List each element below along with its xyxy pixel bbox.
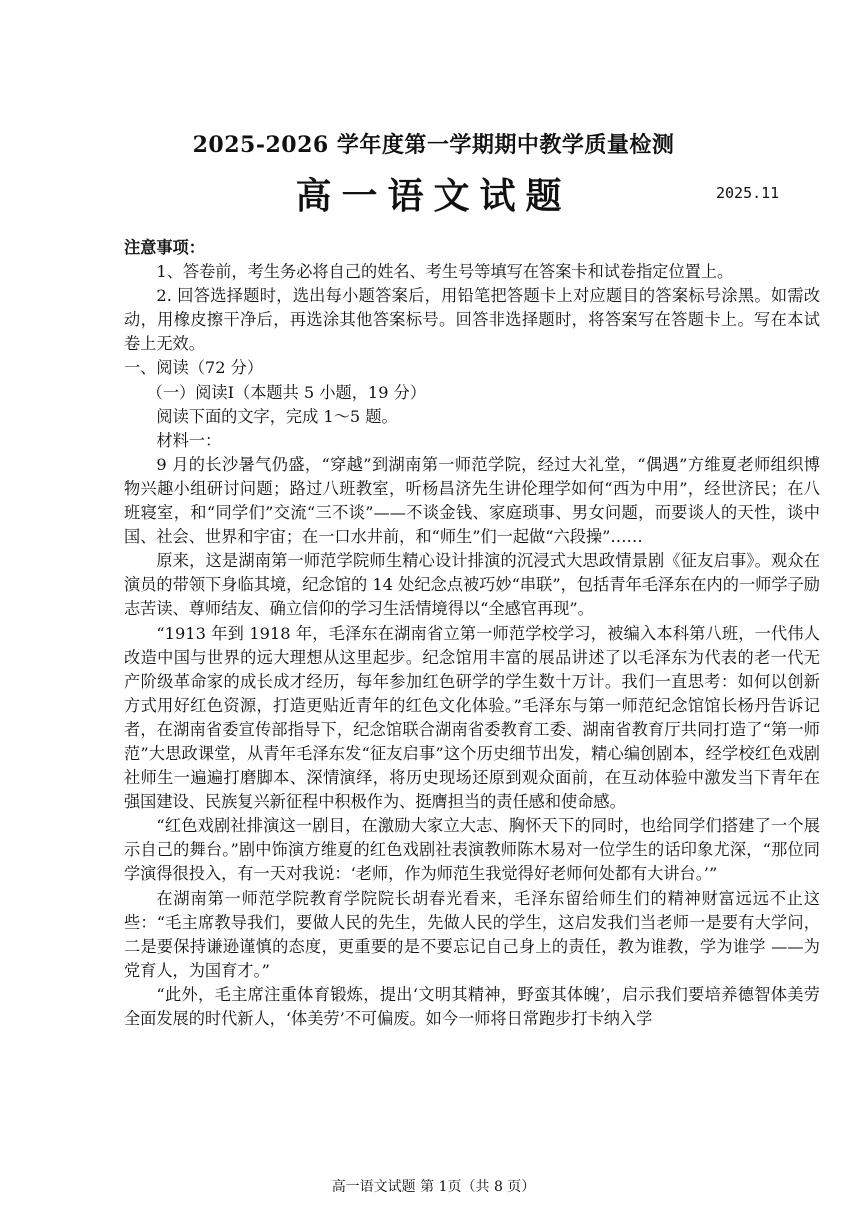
paragraph: “1913 年到 1918 年，毛泽东在湖南省立第一师范学校学习，被编入本科第八班，一代伟人改造中国与世界的远大理想从这里起步。纪念馆用丰富的展品讲述了以毛泽东为代表的老一代无产阶级革命家的成长成才经历，每年参加红色研学的学生数十万计。我们一直思考：如何以创新方式用好红色资源，打造更贴近青年的红色文化体验。”毛泽东与第一师范纪念馆馆长杨丹告诉记者，在湖南省委宣传部指导下，纪念馆联合湖南省委教育工委、湖南省教育厅共同打造了“第一师范”大思政课堂，从青年毛泽东发“征友启事”这个历史细节出发，精心编创剧本，经学校红色戏剧社师生一遍遍打磨脚本、深情演绎，将历史现场还原到观众面前，在互动体验中激发当下青年在强国建设、民族复兴新征程中积极作为、挺膺担当的责任感和使命感。 <box>124 623 820 812</box>
material-label: 材料一： <box>156 430 222 450</box>
exam-title: 2025-2026 学年度第一学期期中教学质量检测 <box>192 132 675 158</box>
paragraph: 在湖南第一师范学院教育学院院长胡春光看来，毛泽东留给师生们的精神财富远远不止这些：“毛主席教导我们，要做人民的先生，先做人民的学生，这启发我们当老师一是要有大学问，二是要保持谦逊谨慎的态度，更重要的是不要忘记自己身上的责任，教为谁教，学为谁学 ——为党育人，为国育才。” <box>124 888 820 980</box>
notice-item-2: 2. 回答选择题时，选出每小题答案后，用铅笔把答题卡上对应题目的答案标号涂黑。如需改动，用橡皮擦干净后，再选涂其他答案标号。回答非选择题时，将答案写在答题卡上。写在本试卷上无效。 <box>124 286 820 354</box>
notice-item-1: 1、答卷前，考生务必将自己的姓名、考生号等填写在答案卡和试卷指定位置上。 <box>156 262 734 282</box>
notice-heading: 注意事项： <box>124 238 205 257</box>
paragraph: “红色戏剧社排演这一剧目，在激励大家立大志、胸怀天下的同时，也给同学们搭建了一个展示自己的舞台。”剧中饰演方维夏的红色戏剧社表演教师陈木易对一位学生的话印象尤深，“那位同学演得很投入，有一天对我说：‘老师，作为师范生我觉得好老师何处都有大讲台。’” <box>124 816 820 884</box>
paragraph: “此外，毛主席注重体育锻炼，提出‘文明其精神，野蛮其体魄’，启示我们要培养德智体美劳全面发展的时代新人，‘体美劳’不可偏废。如今一师将日常跑步打卡纳入学 <box>124 984 820 1028</box>
reading-instruction: 阅读下面的文字，完成 1～5 题。 <box>156 406 398 426</box>
exam-body <box>124 236 820 1031</box>
paragraph: 9 月的长沙暑气仍盛，“穿越”到湖南第一师范学院，经过大礼堂，“偶遇”方维夏老师组织博物兴趣小组研讨问题；路过八班教室，听杨昌济先生讲伦理学如何“西为中用”，经世济民；在八班寝室，和“同学们”交流“三不谈”——不谈金钱、家庭琐事、男女问题，而要谈人的天性，谈中国、社会、世界和宇宙；在一口水井前，和“师生”们一起做“六段操”…… <box>124 454 820 547</box>
subject-title: 高一语文试题 <box>295 175 572 217</box>
page-footer: 高一语文试题 第 1页（共 8 页） <box>331 1179 536 1195</box>
paragraph: 原来，这是湖南第一师范学院师生精心设计排演的沉浸式大思政情景剧《征友启事》。观众在演员的带领下身临其境，纪念馆的 14 处纪念点被巧妙“串联”，包括青年毛泽东在内的一师学子励志苦读、尊师结友、确立信仰的学习生活情境得以“全感官再现”。 <box>124 551 820 619</box>
section-heading: 一、阅读（72 分） <box>124 358 264 378</box>
exam-date: 2025.11 <box>716 184 780 202</box>
sub-section-heading: （一）阅读Ⅰ（本题共 5 小题，19 分） <box>146 382 427 402</box>
